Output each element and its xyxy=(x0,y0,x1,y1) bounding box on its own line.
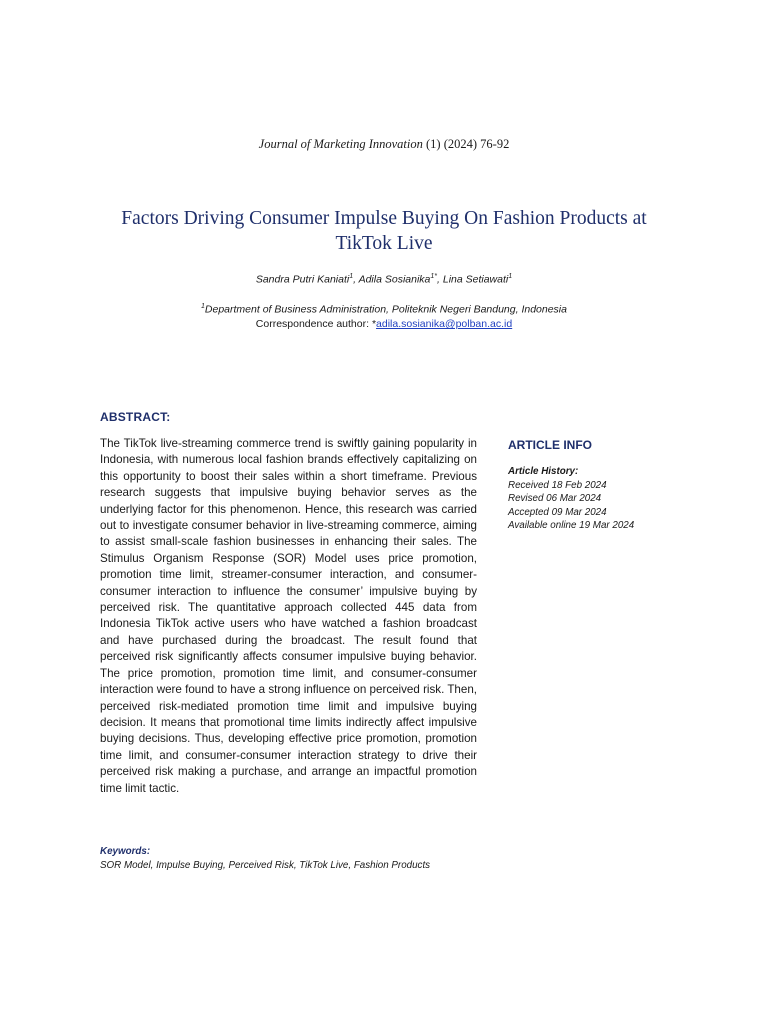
keywords-label: Keywords: xyxy=(100,846,151,857)
article-history-label: Article History: xyxy=(508,466,579,477)
correspondence-email-link[interactable]: adila.sosianika@polban.ac.id xyxy=(376,318,513,330)
author-separator: , xyxy=(437,273,443,286)
author-affiliation-mark: 1 xyxy=(349,273,354,280)
correspondence-label: Correspondence author: * xyxy=(255,318,377,330)
affiliation-mark: 1 xyxy=(201,303,205,310)
affiliation xyxy=(0,303,768,316)
author-affiliation-mark: 1 xyxy=(508,273,513,280)
abstract-heading: ABSTRACT: xyxy=(100,410,171,424)
author-name: Sandra Putri Kaniati xyxy=(255,273,350,286)
available-online-date: Available online 19 Mar 2024 xyxy=(508,520,635,532)
affiliation-text: Department of Business Administration, Politeknik Negeri Bandung, Indonesia xyxy=(204,303,567,316)
article-history xyxy=(508,465,634,533)
author-separator: , xyxy=(353,273,359,286)
author-list xyxy=(0,273,768,286)
accepted-date: Accepted 09 Mar 2024 xyxy=(508,506,607,518)
abstract-body: The TikTok live-streaming commerce trend is swiftly gaining popularity in Indonesia, with numerous local fashion brands effectively capitalizing on this opportunity to boost their sales within a short timeframe. Previous research suggests that impulsive buying behavior serves as the underlying factor for this phenomenon. Hence, this research was carried out to investigate consumer behavior in live-streaming commerce, aiming to assist small-scale fashion businesses in enhancing their sales. The Stimulus Organism Response (SOR) Model uses price promotion, promotion time limit, streamer-consumer interaction, and consumer-consumer interaction to influence the consumer’ impulsive buying by perceived risk. The quantitative approach collected 445 data from Indonesia TikTok active users who have watched a fashion broadcast and have purchased during the broadcast. The result found that perceived risk significantly affects consumer impulsive buying behavior. The price promotion, promotion time limit, and consumer-consumer interaction were found to have a strong influence on perceived risk. Then, perceived risk-mediated promotion time limit and impulsive buying decision. It means that promotional time limits indirectly affect impulsive buying decisions. Thus, developing effective price promotion, promotion time limit, and consumer-consumer interaction strategy to drive their perceived risk making a purchase, and arrange an impactful promotion time limit tactic. xyxy=(100,437,477,795)
author-name: Adila Sosianika xyxy=(358,273,431,286)
author-affiliation-mark: 1* xyxy=(430,273,438,280)
received-date: Received 18 Feb 2024 xyxy=(508,479,607,491)
article-info-heading: ARTICLE INFO xyxy=(508,438,592,452)
author-name: Lina Setiawati xyxy=(442,273,509,286)
correspondence xyxy=(0,318,768,330)
keywords-value: SOR Model, Impulse Buying, Perceived Risk, TikTok Live, Fashion Products xyxy=(100,860,431,871)
paper-title: Factors Driving Consumer Impulse Buying On Fashion Products at TikTok Live xyxy=(121,208,647,254)
revised-date: Revised 06 Mar 2024 xyxy=(508,493,602,505)
journal-issue: (1) (2024) 76-92 xyxy=(422,137,510,151)
journal-name: Journal of Marketing Innovation xyxy=(258,137,423,151)
journal-citation xyxy=(0,137,768,152)
